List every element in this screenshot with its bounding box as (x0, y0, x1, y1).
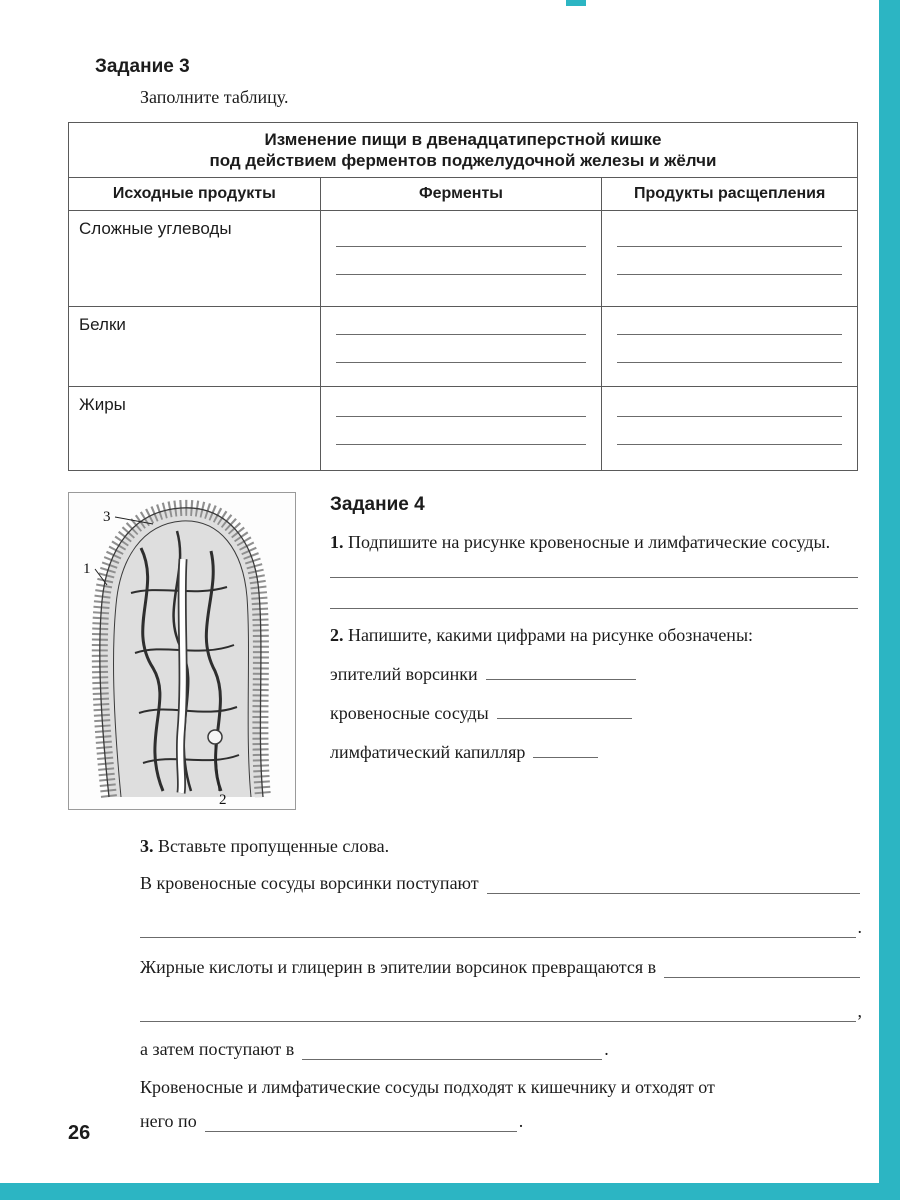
fill-text: Жирные кислоты и глицерин в эпителии ворсинок превращаются в (140, 957, 657, 977)
fill-line (140, 1076, 862, 1098)
answer-blank[interactable] (533, 744, 598, 758)
answer-blank[interactable] (140, 924, 856, 938)
answer-blank[interactable] (336, 362, 587, 363)
task3-title: Задание 3 (95, 56, 190, 77)
table-caption-row (69, 123, 858, 178)
answer-blank[interactable] (330, 608, 858, 609)
table-row-fats (69, 387, 858, 471)
row-label: Сложные углеводы (69, 211, 321, 307)
answer-lines (322, 212, 601, 305)
figure-label-2: 2 (219, 792, 227, 808)
table-caption-line1: Изменение пищи в двенадцатиперстной кишке (264, 130, 662, 149)
task4-question-3 (140, 834, 862, 859)
villus-illustration (69, 493, 295, 809)
figure-label-3: 3 (103, 509, 111, 525)
task4-question-2 (330, 623, 858, 648)
answer-blank[interactable] (336, 274, 587, 275)
answer-lines (603, 212, 856, 305)
answer-blank[interactable] (336, 334, 587, 335)
question-2-number: 2. (330, 625, 344, 645)
table-caption-line2: под действием ферментов поджелудочной железы и жёлчи (209, 151, 717, 170)
fill-punct: . (604, 1039, 609, 1059)
row-label: Жиры (69, 387, 321, 471)
fill-line (140, 872, 862, 894)
answer-cell-products (602, 307, 858, 387)
answer-blank[interactable] (336, 444, 587, 445)
q2-item-epithelium (330, 661, 858, 687)
column-header-split-products: Продукты расщепления (602, 178, 858, 211)
fill-text: В кровеносные сосуды ворсинки поступают (140, 873, 479, 893)
lacteal-vessel (180, 559, 183, 793)
question-1-text: Подпишите на рисунке кровеносные и лимфатические сосуды. (348, 532, 831, 552)
answer-cell-products (602, 211, 858, 307)
answer-blank[interactable] (487, 880, 860, 894)
figure-and-task4-row (68, 492, 860, 810)
fill-text: Кровеносные и лимфатические сосуды подходят к кишечнику и отходят от (140, 1077, 715, 1097)
answer-blank[interactable] (336, 416, 587, 417)
column-header-enzymes: Ферменты (320, 178, 602, 211)
table-caption (69, 123, 858, 178)
page-content (68, 0, 860, 1132)
answer-blank[interactable] (617, 362, 842, 363)
q2-item-blood-vessels (330, 700, 858, 726)
villus-figure (68, 492, 296, 810)
fill-punct: . (518, 1111, 524, 1131)
answer-cell-enzymes (320, 307, 602, 387)
page-edge-accent-right (879, 0, 900, 1200)
leader-line-1 (95, 569, 107, 585)
question-3-text: Вставьте пропущенные слова. (158, 836, 390, 856)
answer-blank[interactable] (140, 1008, 856, 1022)
q2-item-lymph-capillary (330, 739, 858, 765)
column-header-source-products: Исходные продукты (69, 178, 321, 211)
answer-lines (603, 308, 856, 385)
answer-blank[interactable] (205, 1118, 517, 1132)
task4-title: Задание 4 (330, 494, 425, 515)
q2-item-label: эпителий ворсинки (330, 664, 478, 684)
table-row-proteins (69, 307, 858, 387)
table-row-carbohydrates (69, 211, 858, 307)
fill-line (140, 916, 862, 938)
answer-lines (603, 388, 856, 469)
answer-blank[interactable] (486, 666, 636, 680)
fill-text: него по (140, 1111, 197, 1131)
table-header-row (69, 178, 858, 211)
question-1-number: 1. (330, 532, 344, 552)
task3-subtitle: Заполните таблицу. (140, 87, 289, 107)
answer-blank[interactable] (617, 246, 842, 247)
fill-punct: , (857, 1001, 862, 1021)
answer-blank[interactable] (302, 1046, 602, 1060)
page-edge-accent-bottom (0, 1183, 900, 1200)
task4-question-3-section (140, 834, 862, 1132)
row-label: Белки (69, 307, 321, 387)
answer-cell-products (602, 387, 858, 471)
q2-item-label: кровеносные сосуды (330, 703, 489, 723)
q2-item-label: лимфатический капилляр (330, 742, 526, 762)
answer-blank[interactable] (497, 705, 632, 719)
fill-line (140, 1000, 862, 1022)
answer-cell-enzymes (320, 387, 602, 471)
question-3-number: 3. (140, 836, 154, 856)
answer-blank[interactable] (617, 416, 842, 417)
answer-cell-enzymes (320, 211, 602, 307)
question-2-text: Напишите, какими цифрами на рисунке обозначены: (348, 625, 754, 645)
answer-blank[interactable] (330, 577, 858, 578)
task3-table (68, 122, 858, 471)
lymph-capillary-circle (208, 730, 222, 744)
fill-line (140, 956, 862, 978)
page-number: 26 (68, 1122, 91, 1144)
answer-blank[interactable] (664, 964, 860, 978)
answer-lines (322, 388, 601, 469)
figure-label-1: 1 (83, 561, 91, 577)
answer-blank[interactable] (617, 274, 842, 275)
answer-lines (322, 308, 601, 385)
task4-column (330, 492, 858, 810)
answer-blank[interactable] (617, 444, 842, 445)
fill-line (140, 1038, 862, 1060)
fill-text: а затем поступают в (140, 1039, 295, 1059)
fill-punct: . (857, 917, 862, 937)
answer-blank[interactable] (617, 334, 842, 335)
task4-question-1 (330, 530, 858, 555)
answer-blank[interactable] (336, 246, 587, 247)
fill-line (140, 1110, 862, 1132)
